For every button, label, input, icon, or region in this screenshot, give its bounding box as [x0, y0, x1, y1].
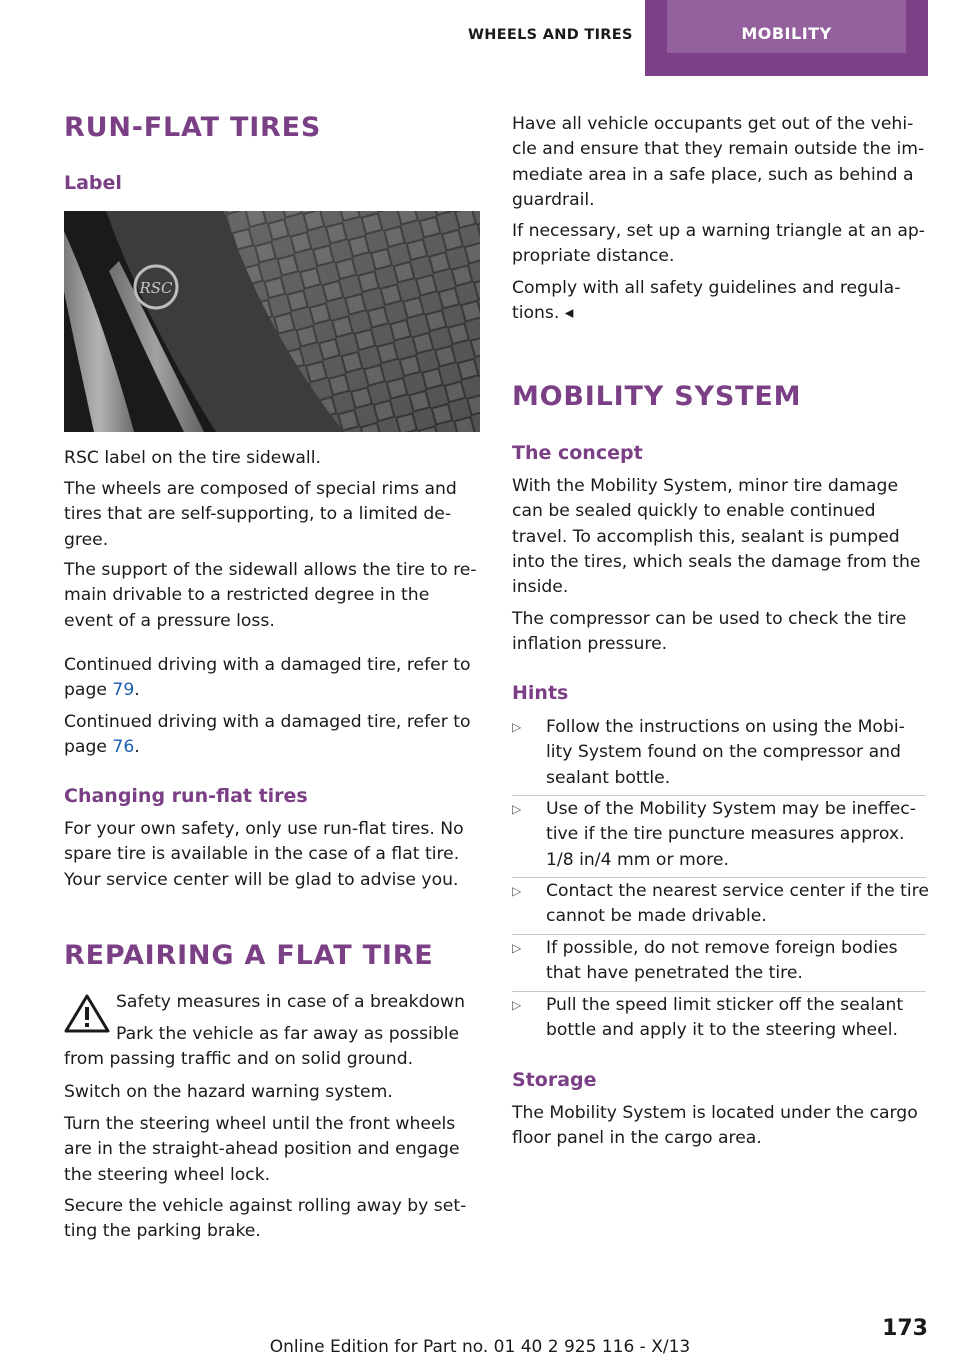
text-line: The wheels are composed of special rims and	[64, 479, 457, 499]
warning-triangle	[512, 219, 925, 270]
text-line: main drivable to a restricted degree in the	[64, 585, 430, 606]
rsc-logo-text: RSC	[139, 279, 173, 297]
figure-caption: RSC label on the tire sidewall.	[64, 448, 321, 468]
text-line: gree.	[64, 529, 109, 550]
heading-hints: Hints	[512, 682, 569, 704]
text-line: Pull the speed limit sticker off the sealant	[546, 995, 904, 1015]
text-line: If possible, do not remove foreign bodies	[546, 938, 898, 958]
text-line: from passing traffic and on solid ground.	[64, 1049, 414, 1070]
text-line: event of a pressure loss.	[64, 610, 275, 631]
text-line: spare tire is available in the case of a flat tire.	[64, 844, 460, 865]
edition-footer: Online Edition for Part no. 01 40 2 925 116 - X/13	[269, 1337, 691, 1357]
paragraph-concept	[512, 474, 921, 600]
list-divider	[512, 795, 926, 796]
warning-park-vehicle	[64, 1022, 459, 1073]
heading-mobility-system: MOBILITY SYSTEM	[512, 381, 802, 412]
bullet-triangle-icon: ▷	[512, 720, 522, 734]
text-line: Comply with all safety guidelines and regula-	[512, 278, 901, 298]
text-line: Use of the Mobility System may be ineffec-	[546, 799, 916, 819]
page-number: 173	[882, 1316, 928, 1341]
text-line: propriate distance.	[512, 246, 675, 267]
text-line: cle and ensure that they remain outside the im-	[512, 139, 925, 160]
bullet-triangle-icon: ▷	[512, 998, 522, 1012]
paragraph-sidewall	[64, 558, 477, 634]
page-link-76[interactable]: 76	[112, 737, 135, 758]
warning-hazard-system: Switch on the hazard warning system.	[64, 1082, 393, 1102]
warning-title: Safety measures in case of a breakdown	[116, 992, 465, 1012]
text-line: bottle and apply it to the steering wheel.	[546, 1020, 898, 1041]
text-line: inside.	[512, 577, 569, 598]
text-line: floor panel in the cargo area.	[512, 1128, 762, 1149]
text-line: The compressor can be used to check the tire	[512, 609, 907, 629]
paragraph-reference-2: Continued driving with a damaged tire, refer to page 76.	[64, 712, 471, 758]
chapter-tab	[645, 0, 928, 76]
text-line: Your service center will be glad to advise you.	[64, 869, 459, 890]
heading-the-concept: The concept	[512, 442, 643, 464]
text-line: Secure the vehicle against rolling away by set-	[64, 1196, 467, 1216]
warning-occupants	[512, 112, 924, 213]
text-line: cannot be made drivable.	[546, 906, 767, 927]
text-line: sealant bottle.	[546, 767, 671, 788]
text-line: 1/8 in/4 mm or more.	[546, 849, 729, 870]
text-line: that have penetrated the tire.	[546, 963, 803, 984]
text-line: mediate area in a safe place, such as behind a	[512, 164, 914, 185]
text-line: With the Mobility System, minor tire damage	[512, 476, 899, 496]
running-header-section: WHEELS AND TIRES	[468, 27, 633, 43]
text-line: ting the parking brake.	[64, 1221, 261, 1242]
text-line: tive if the tire puncture measures approx.	[546, 824, 905, 845]
heading-changing-run-flat-tires: Changing run-flat tires	[64, 785, 308, 807]
text-line: page	[64, 680, 113, 701]
warning-parking-brake	[64, 1194, 466, 1245]
bullet-triangle-icon: ▷	[512, 941, 522, 955]
text-line: tires that are self-supporting, to a limited de-	[64, 504, 452, 525]
heading-label: Label	[64, 172, 122, 194]
paragraph-changing	[64, 817, 464, 893]
paragraph-rims	[64, 477, 457, 553]
text-line: the steering wheel lock.	[64, 1164, 271, 1185]
list-divider	[512, 991, 926, 992]
text-line: lity System found on the compressor and	[546, 742, 901, 763]
text-line: into the tires, which seals the damage from the	[512, 551, 921, 572]
text-line: If necessary, set up a warning triangle at an ap-	[512, 221, 925, 241]
paragraph-reference-1: Continued driving with a damaged tire, refer to page 79.	[64, 655, 471, 701]
text-line: Follow the instructions on using the Mobi-	[546, 717, 905, 737]
text-line: Turn the steering wheel until the front wheels	[64, 1114, 456, 1134]
tire-illustration	[64, 211, 480, 432]
heading-storage: Storage	[512, 1069, 597, 1091]
paragraph-compressor	[512, 607, 906, 658]
text-line: The Mobility System is located under the cargo	[512, 1103, 918, 1123]
warning-guidelines	[512, 276, 900, 327]
text-line: travel. To accomplish this, sealant is pumped	[512, 526, 900, 547]
text-line: Continued driving with a damaged tire, refer to	[64, 712, 471, 732]
text-line: inflation pressure.	[512, 634, 668, 655]
warning-steering-lock	[64, 1112, 460, 1188]
text-line: page	[64, 737, 113, 758]
text-line: Continued driving with a damaged tire, refer to	[64, 655, 471, 675]
text-line: Park the vehicle as far away as possible	[116, 1024, 460, 1044]
text-line: guardrail.	[512, 189, 595, 210]
page-link-79[interactable]: 79	[112, 680, 135, 701]
text-line: tions. ◂	[512, 303, 574, 324]
text-line: The support of the sidewall allows the tire to re-	[64, 560, 477, 580]
bullet-triangle-icon: ▷	[512, 884, 522, 898]
chapter-tab-label: MOBILITY	[667, 0, 906, 53]
text-line: can be sealed quickly to enable continued	[512, 501, 876, 522]
text-line: For your own safety, only use run-flat tires. No	[64, 819, 464, 839]
list-divider	[512, 877, 926, 878]
bullet-triangle-icon: ▷	[512, 802, 522, 816]
text-line: Contact the nearest service center if the tire	[546, 881, 929, 901]
heading-run-flat-tires: RUN-FLAT TIRES	[64, 112, 322, 143]
text-line: are in the straight-ahead position and engage	[64, 1139, 460, 1160]
paragraph-storage	[512, 1101, 918, 1152]
tire-sidewall-figure	[64, 211, 480, 432]
heading-repairing-flat-tire: REPAIRING A FLAT TIRE	[64, 940, 434, 971]
text-line: Have all vehicle occupants get out of the vehi-	[512, 114, 914, 134]
list-divider	[512, 934, 926, 935]
